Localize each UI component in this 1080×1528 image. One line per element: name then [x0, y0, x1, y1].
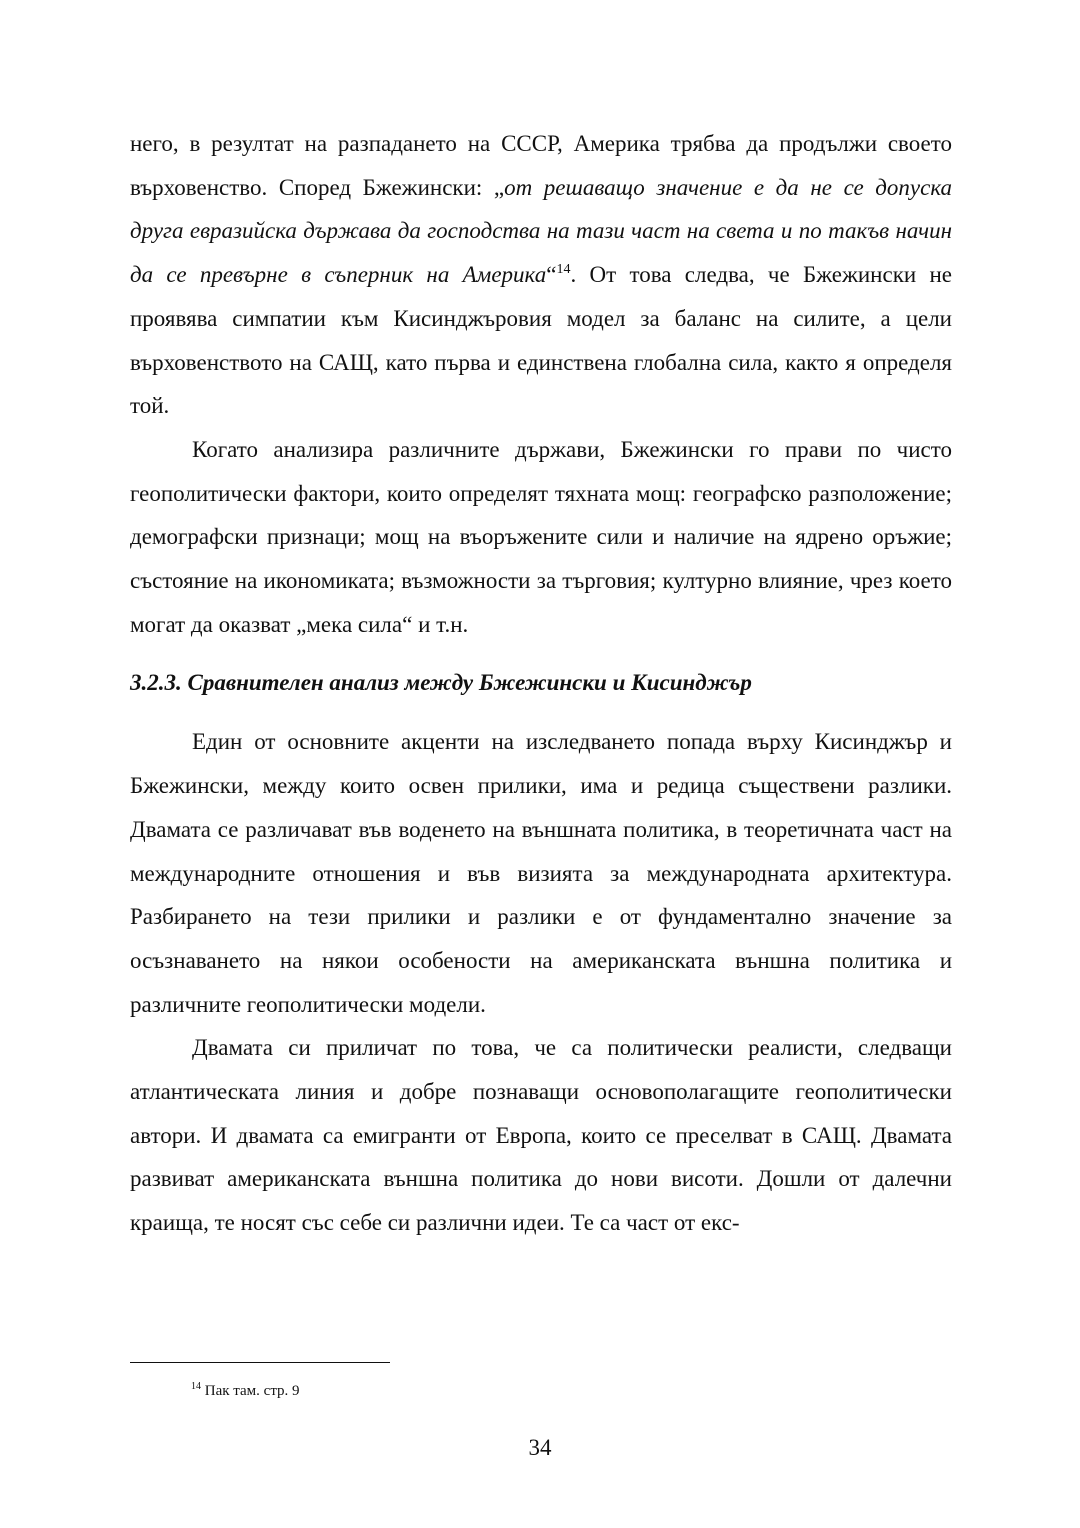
footnote-reference[interactable]: 14 [556, 262, 571, 278]
paragraph-1 [130, 122, 952, 428]
paragraph-4: Двамата си приличат по това, че са политически реалисти, следващи атлантическата линия и добре познаващи основополагащите геополитически автори. И двамата са емигранти от Европа, които се преселват в САЩ. Двамата развиват американската външна политика до нови висоти. Дошли от далечни краища, те носят със себе си различни идеи. Те са част от екс- [130, 1035, 952, 1236]
page-number: 34 [528, 1435, 552, 1460]
paragraph-2: Когато анализира различните държави, Бжежински го прави по чисто геополитически фактори, които определят тяхната мощ: географско разположение; демографски признаци; мощ на въоръжените сили и наличие на ядрено оръжие; състояние на икономиката; възможности за търговия; културно влияние, чрез което могат да оказват „мека сила“ и т.н. [130, 436, 952, 637]
paragraph-1-quote-close: “ [546, 262, 557, 288]
footnote-separator [130, 1362, 390, 1363]
footnote [191, 1381, 300, 1401]
section-heading: 3.2.3. Сравнителен анализ между Бжежински и Кисинджър [130, 670, 752, 696]
paragraph-1-text-start: него, в резултат на разпадането на СССР, Америка трябва да продължи своето върховенство. Според Бжежински: „ [130, 131, 952, 200]
paragraph-1-quote: от решаващо значение е да не се допуска друга евразийска държава да господства на тази част на света и по такъв начин да се превърне в съперник на Америка [130, 174, 953, 288]
paragraph-3: Един от основните акценти на изследването попада върху Кисинджър и Бжежински, между които освен прилики, има и редица съществени разлики. Двамата се различават във воденето на външната политика, в теоретичната част на международните отношения и във визията за международната архитектура. Разбирането на тези прилики и разлики е от фундаментално значение за осъзнаването на някои особености на американската външна политика и различните геополитически модели. [130, 729, 952, 1017]
footnote-text: Пак там. стр. 9 [201, 1383, 300, 1399]
paragraph-1-text-end: . От това следва, че Бжежински не проявява симпатии към Кисинджъровия модел за баланс на силите, а цели върховенството на САЩ, като първа и единствена глобална сила, както я определя той. [130, 262, 953, 419]
footnote-number: 14 [191, 1381, 201, 1392]
page-body [130, 122, 952, 1245]
